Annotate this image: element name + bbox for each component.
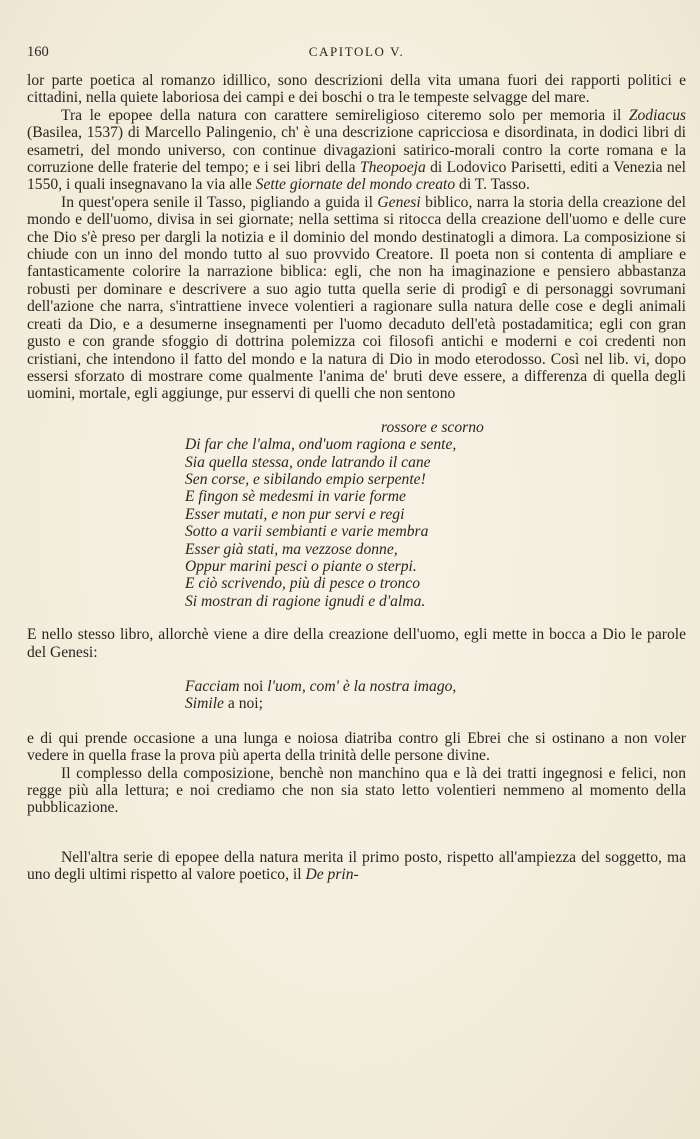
verse-line bbox=[185, 678, 686, 695]
title-genesi: Genesi bbox=[377, 193, 421, 211]
verse-word: noi bbox=[239, 678, 268, 695]
title-theopoeja: Theopoeja bbox=[359, 159, 426, 177]
verse-line: E fingon sè medesmi in varie forme bbox=[185, 488, 406, 506]
paragraph-5: e di qui prende occasione a una lunga e noiosa diatriba contro gli Ebrei che si ostinano a non voler vedere in quella frase la prova più aperta della trinità delle persone divine. bbox=[27, 729, 686, 765]
verse-line: Sia quella stessa, onde latrando il cane bbox=[185, 453, 431, 471]
paragraph-2 bbox=[27, 107, 686, 194]
verse-line: Oppur marini pesci o piante o sterpi. bbox=[185, 557, 417, 575]
paragraph-3 bbox=[27, 194, 686, 403]
verse-line: Sotto a varii sembianti e varie membra bbox=[185, 523, 429, 541]
page-header bbox=[27, 44, 686, 66]
paragraph-3-text-a: In quest'opera senile il Tasso, pigliando a guida il bbox=[61, 193, 378, 211]
title-de-principiis: De prin- bbox=[305, 866, 359, 884]
verse-line: Di far che l'alma, ond'uom ragiona e sente, bbox=[185, 436, 457, 454]
title-zodiacus: Zodiacus bbox=[628, 106, 686, 124]
paragraph-7-text-a: Nell'altra serie di epopee della natura merita il primo posto, rispetto all'ampiezza del soggetto, ma uno degli ultimi rispetto al valore poetico, il bbox=[27, 848, 686, 884]
paragraph-6: Il complesso della composizione, benchè non manchino qua e là dei tratti ingegnosi e felici, non regge più alla lettura; e noi crediamo che non sia stato letto volentieri nemmeno al momento della pubblicazione. bbox=[27, 764, 686, 817]
book-number: vi bbox=[633, 350, 646, 368]
paragraph-3-text-e: , dopo essersi sforzato di mostrare come qualmente l'anima de' bruti deve essere, a differenza di quella degli uomini, mortale, egli aggiunge, pur esservi di quelli che non sentono bbox=[27, 350, 686, 403]
verse-line: rossore e scorno bbox=[381, 418, 484, 436]
body-text bbox=[27, 72, 686, 884]
verse-line: Esser mutati, e non pur servi e regi bbox=[185, 505, 405, 523]
verse-line: Esser già stati, ma vezzose donne, bbox=[185, 540, 398, 558]
verse-quotation-2 bbox=[27, 678, 686, 713]
paragraph-1: lor parte poetica al romanzo idillico, sono descrizioni della vita umana fuori dei rapporti politici e cittadini, nella quiete laboriosa dei campi e dei boschi o tra le tempeste selvagge del mare. bbox=[27, 72, 686, 107]
paragraph-2-text-a: Tra le epopee della natura con carattere semireligioso citeremo solo per memoria il bbox=[61, 106, 629, 124]
verse-line: E ciò scrivendo, più di pesce o tronco bbox=[185, 575, 421, 593]
verse-word: Facciam bbox=[185, 678, 240, 695]
verse-word: a noi; bbox=[223, 695, 263, 713]
verse-quotation-1 bbox=[27, 419, 686, 610]
paragraph-2-text-c: (Basilea, 1537) di Marcello Palingenio, ch' è una descrizione capricciosa e disordinata, in dodici libri di esametri, del mondo universo, con continue divagazioni satirico-morali contro la corte romana e la corruzione delle fraterie del tempo; e i sei libri della bbox=[27, 124, 686, 177]
verse-line bbox=[185, 695, 686, 712]
paragraph-2-text-g: di T. Tasso. bbox=[455, 176, 530, 194]
running-title: CAPITOLO V. bbox=[308, 44, 405, 59]
verse-line: Si mostran di ragione ignudi e d'alma. bbox=[185, 592, 426, 610]
paragraph-7 bbox=[27, 849, 686, 884]
paragraph-4: E nello stesso libro, allorchè viene a dire della creazione dell'uomo, egli mette in bocca a Dio le parole del Genesi: bbox=[27, 626, 686, 661]
verse-word: l'uom, com' è la nostra imago, bbox=[267, 678, 457, 695]
verse-line: Sen corse, e sibilando empio serpente! bbox=[185, 470, 426, 488]
page-number: 160 bbox=[27, 44, 49, 60]
paragraph-2-text-e: di Lodovico Parisetti, editi a Venezia nel 1550, i quali insegnavano la via alle bbox=[27, 159, 686, 194]
title-sette-giornate: Sette giornate del mondo creato bbox=[255, 176, 456, 194]
paragraph-3-text-c: biblico, narra la storia della creazione del mondo e dell'uomo, divisa in sei giornate; nella settima si ritocca della creazione dell'uomo e delle cure che Dio s'è preso per dargli la notizia e il dominio del mondo destinatogli a dimora. La composizione si chiude con un inno del mondo tutto al suo provvido Creatore. Il poeta non si contenta di ampliare e fantasticamente colorire la narrazione biblica: egli, che non ha imaginazione e pensiero abbastanza robusti per dominare e descrivere a suo agio tutta quella serie di prodigî e di personaggi sovrumani dell'azione che narra, s'intrattiene invece volentieri a ragionare sulla natura delle cose e degli animali creati da Dio, e a desumerne insegnamenti per l'uomo decaduto dell'età postadamitica; egli con gran gusto e con grande sfoggio di dottrina polemizza coi filosofi antichi e moderni e coi credenti non cristiani, che intendono il fatto del mondo e la natura di Dio in modo eterodosso. Così nel lib. bbox=[27, 193, 686, 368]
verse-word: Simile bbox=[185, 695, 224, 713]
